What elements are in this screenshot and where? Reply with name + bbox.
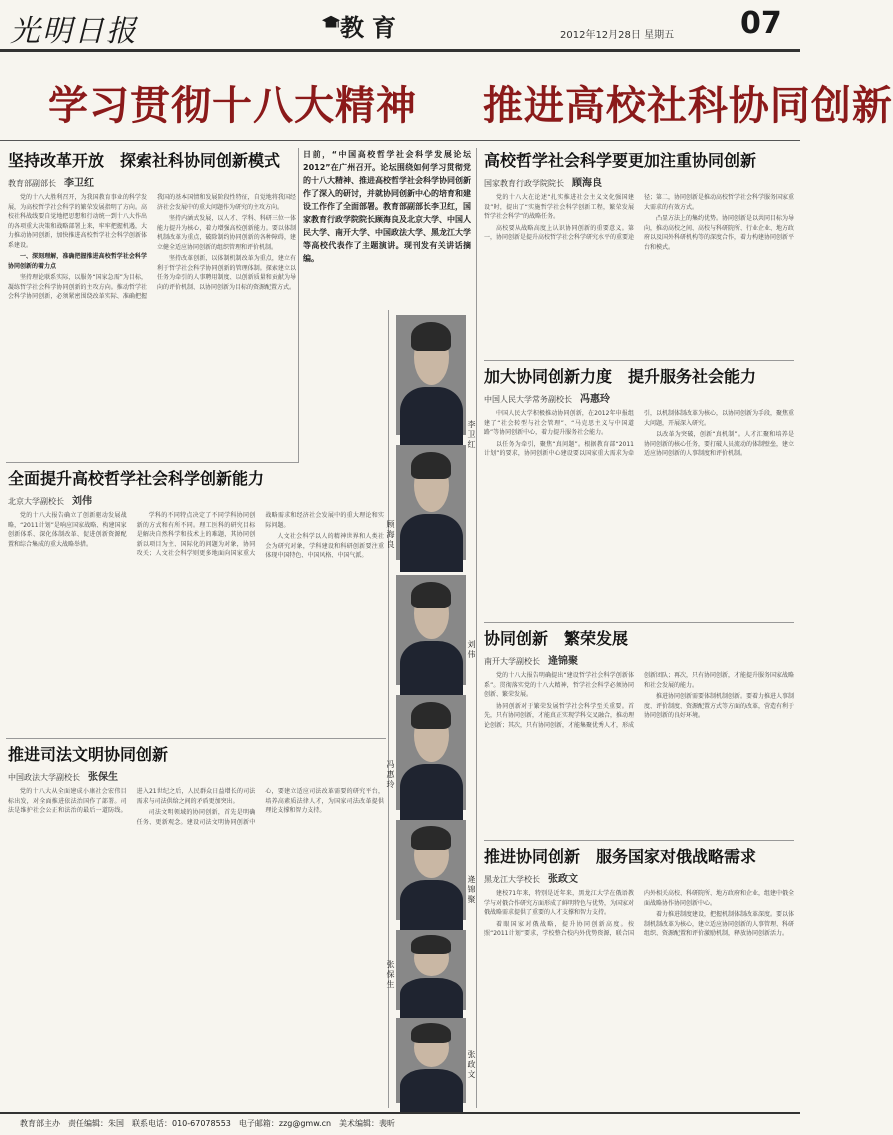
photo-caption: 李卫红 bbox=[467, 420, 476, 450]
photo-caption: 张政文 bbox=[467, 1050, 476, 1080]
article-pang-jinju bbox=[484, 628, 794, 836]
banner-rule bbox=[0, 140, 800, 141]
section-rule bbox=[6, 738, 386, 739]
portrait-photo bbox=[396, 575, 466, 685]
section-rule bbox=[484, 622, 794, 623]
banner-left: 学习贯彻十八大精神 bbox=[48, 83, 417, 129]
article-zhang-zhengwen bbox=[484, 846, 794, 1108]
section-title: 教育 bbox=[340, 14, 404, 42]
section-rule bbox=[484, 840, 794, 841]
page-footer bbox=[0, 1112, 800, 1135]
article-title: 高校哲学社会科学要更加注重协同创新 bbox=[484, 151, 757, 170]
article-feng-huiling bbox=[484, 366, 794, 618]
masthead-rule bbox=[0, 49, 800, 52]
article-title: 协同创新 繁荣发展 bbox=[484, 629, 629, 648]
article-body: 党的十八大从全面建成小康社会宏伟目标出发，对全面推进依法治国作了部署。司法是维护社会公正和法治的最后一道防线。进入21世纪之后，人民群众日益增长的司法需求与司法供给之间的矛盾更加突出。 司法文明领域的协同创新，首先是明确任务、更新观念。建设司法文明协同创新中心，要建立适应司法改革需要的研究平台，培养高素质法律人才，为国家司法改革提供理论支撑和智力支持。 bbox=[8, 788, 384, 826]
section-rule bbox=[6, 462, 298, 463]
article-body: 党的十八大报告明确提出“建设哲学社会科学创新体系”。贯彻落实党的十八大精神，哲学社会科学必须协同创新、繁荣发展。 协同创新对于繁荣发展哲学社会科学至关重要。首先，只有协同创新，才能真正实现学科交叉融合，推动理论创新；其次，只有协同创新，才能集聚优秀人才，形成创新团队；再次，只有协同创新，才能提升服务国家战略和社会发展的能力。 推进协同创新需要体制机制创新。要着力推进人事制度、评价制度、资源配置方式等方面的改革，营造有利于协同创新的良好环境。 bbox=[484, 672, 795, 729]
article-title: 推进司法文明协同创新 bbox=[8, 745, 169, 764]
graduation-cap-icon bbox=[322, 14, 340, 32]
article-title: 坚持改革开放 探索社科协同创新模式 bbox=[8, 151, 281, 170]
section-rule bbox=[484, 360, 794, 361]
editor-note: 日前，“中国高校哲学社会科学发展论坛2012”在广州召开。论坛围绕如何学习贯彻党的十八大精神、推进高校哲学社会科学协同创新作了深入的研讨，并就协同创新中心的培育和建设工作作了全面部署。教育部副部长李卫红，国家教育行政学院院长顾海良及北京大学、中国人民大学、南开大学、中国政法大学、黑龙江大学等高校代表作了主题演讲。现刊发有关讲话摘编。 bbox=[303, 150, 471, 263]
article-zhang-baosheng bbox=[8, 744, 384, 1108]
banner-right: 推进高校社科协同创新 bbox=[482, 83, 893, 129]
article-title: 推进协同创新 服务国家对俄战略需求 bbox=[484, 847, 757, 866]
article-liu-wei bbox=[8, 468, 384, 734]
footer-credits: 教育部主办 责任编辑：朱国 联系电话：010-67078553 电子邮箱：zzg@gmw.cn 美术编辑：裴昕 bbox=[20, 1119, 396, 1128]
article-title: 加大协同创新力度 提升服务社会能力 bbox=[484, 367, 757, 386]
portrait-photo bbox=[396, 315, 466, 435]
portrait-photo bbox=[396, 930, 466, 1010]
portrait-photo bbox=[396, 695, 466, 810]
masthead bbox=[0, 0, 800, 50]
article-byline: 中国政法大学副校长 张保生 bbox=[8, 772, 118, 783]
article-gu-hailiang bbox=[484, 150, 794, 356]
portrait-photo bbox=[396, 820, 466, 920]
date-line: 2012年12月28日 星期五 bbox=[560, 30, 675, 41]
article-body: 建校71年来，特别是近年来，黑龙江大学在俄语教学与对俄合作研究方面形成了鲜明特色与优势，为国家对俄战略需求提供了重要的人才支撑和智力支持。 着眼国家对俄战略，提升协同创新高度。按照“2011计划”要求，学校整合校内外优势资源，联合国内外相关高校、科研院所、地方政府和企业，组建中俄全面战略协作协同创新中心。 着力推进制度建设，把握机制体制改革深度。要以体制机制改革为核心，建立适应协同创新的人事管理、科研组织、资源配置和评价激励机制，释放协同创新活力。 bbox=[484, 890, 795, 937]
banner-text bbox=[48, 74, 893, 131]
article-body: 党的十八大报告确立了创新驱动发展战略，“2011计划”是响应国家战略、构建国家创新体系、深化体制改革、促进创新资源配置和综合集成的重大战略举措。 学科的不同特点决定了不同学科协同创新的方式和有所不同。理工医科的研究目标是解决自然科学和技术上的难题，其协同创新以项目为主、国际化的问题为对象，协同攻关；人文社会科学则更多地面向国家重大战略需求和经济社会发展中的重大理论和实际问题。 人文社会科学以人的精神世界和人类社会为研究对象，学科建设和科研创新要注重体现中国特色、中国风格、中国气派。 bbox=[8, 512, 384, 559]
article-title: 全面提升高校哲学社会科学创新能力 bbox=[8, 469, 265, 488]
footer-rule bbox=[0, 1112, 800, 1114]
photo-caption: 冯惠玲 bbox=[386, 760, 395, 790]
article-byline: 教育部副部长 李卫红 bbox=[8, 178, 94, 189]
photo-caption: 逄锦聚 bbox=[467, 875, 476, 905]
portrait-photo bbox=[396, 445, 466, 560]
photo-caption: 刘伟 bbox=[467, 640, 476, 660]
article-body: 中国人民大学积极推动协同创新，在2012年申报组建了“社会转型与社会管理”、“马克思主义与中国道路”等协同创新中心，着力提升服务社会能力。 以任务为牵引，聚焦“真问题”。根据教育部“2011计划”的要求，协同创新中心建设要以国家重大需求为牵引，以机制体制改革为核心，以协同创新为手段，聚焦重大问题，开展深入研究。 以改革为突破，创新“真机制”。人才汇聚和培养是协同创新的核心任务，要打破人员流动的体制壁垒，建立适应协同创新的人事制度和评价机制。 bbox=[484, 410, 795, 457]
column-divider bbox=[476, 148, 477, 1108]
article-li-weihong bbox=[8, 150, 296, 458]
article-byline: 中国人民大学常务副校长 冯惠玲 bbox=[484, 394, 610, 405]
article-byline: 南开大学副校长 逄锦聚 bbox=[484, 656, 578, 667]
banner-headline bbox=[0, 66, 893, 136]
portrait-photo bbox=[396, 1018, 466, 1103]
column-divider bbox=[298, 148, 299, 463]
photo-caption: 张保生 bbox=[386, 960, 395, 990]
page-number: 07 bbox=[740, 6, 782, 41]
article-body: 党的十八大胜利召开，为我国教育事业的科学发展，为高校哲学社会科学的繁荣发展指明了方向。高校社科战线要自觉地把思想和行动统一到十八大作出的各项重大决策和战略部署上来，牢牢把握机遇，大力推动协同创新，加快推进高校哲学社会科学创新体系建设。 一、深刻理解，准确把握推进高校哲学社会科学协同创新的着力点 坚持理论联系实际，以服务“国家急需”为目标，凝练哲学社会科学协同创新的主攻方向。推动哲学社会科学协同创新，必须紧密围绕改革实际、准确把握我国的基本国情和发展阶段性特征，自觉地将我国经济社会发展中的重大问题作为研究的主攻方向。 坚持内涵式发展，以人才、学科、科研三位一体能力提升为核心，着力增强高校创新能力。要以体制机制改革为重点，破除制约协同创新的各种障碍，建立健全适应协同创新的组织管理和评价机制。 坚持改革创新，以体制机制改革为重点，建立有利于哲学社会科学协同创新的管理体制。探索建立以任务为牵引的人事聘用制度、以创新质量和贡献为导向的评价机制、以协同创新为目标的资源配置方式。 bbox=[8, 194, 296, 300]
article-body: 党的十八大在论述“扎实推进社会主义文化强国建设”时，提出了“实施哲学社会科学创新工程，繁荣发展哲学社会科学”的战略任务。 高校要从战略高度上认识协同创新的重要意义。第一，协同创新是提升高校哲学社会科学研究水平的重要途径；第二，协同创新是推动高校哲学社会科学服务国家重大需求的有效方式。 凸显方法上的集约优势。协同创新是以共同目标为导向，推动高校之间、高校与科研院所、行业企业、地方政府以及国外科研机构等的深度合作，着力构建协同创新平台和模式。 bbox=[484, 194, 795, 251]
article-byline: 国家教育行政学院院长 顾海良 bbox=[484, 178, 602, 189]
article-byline: 黑龙江大学校长 张政文 bbox=[484, 874, 578, 885]
article-byline: 北京大学副校长 刘伟 bbox=[8, 496, 92, 507]
photo-caption: 顾海良 bbox=[386, 520, 395, 550]
newspaper-logo: 光明日报 bbox=[10, 14, 138, 49]
